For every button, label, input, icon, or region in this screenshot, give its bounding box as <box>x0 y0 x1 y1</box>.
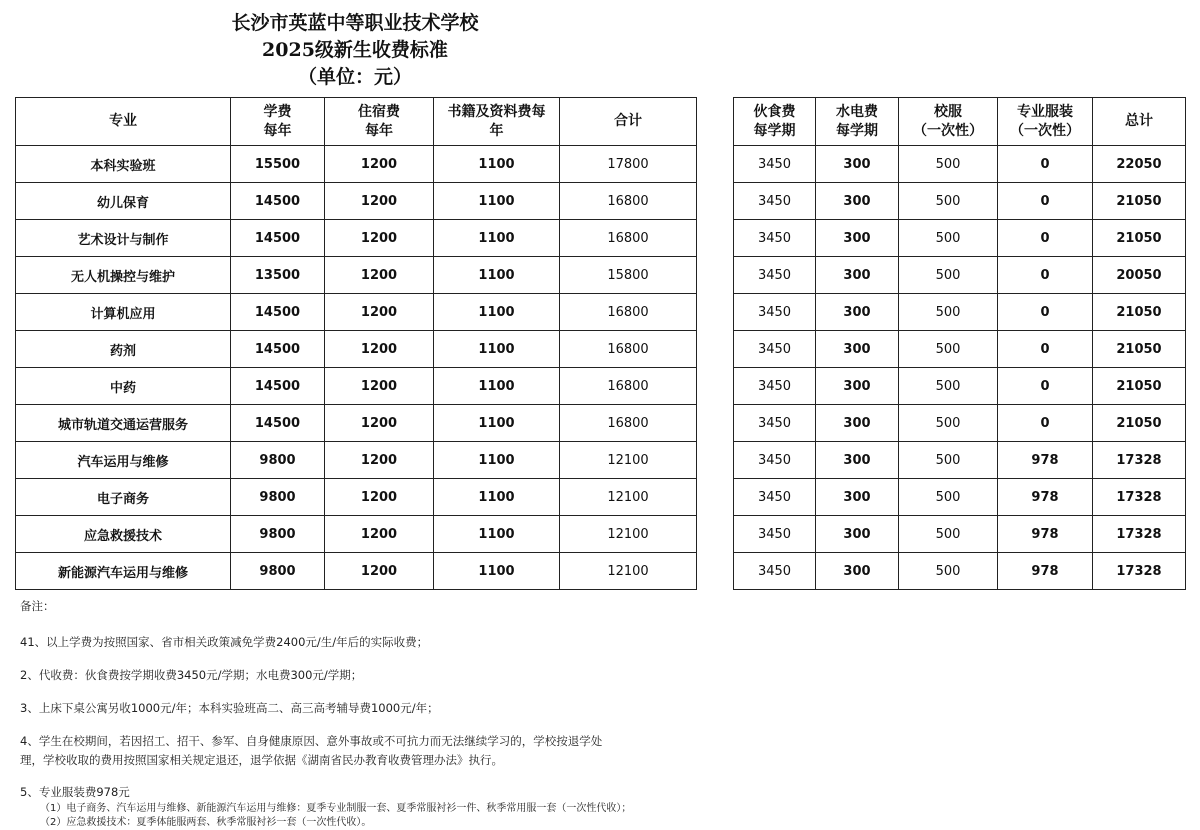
table-row <box>734 368 1186 405</box>
total-cell: 17328 <box>1093 442 1186 479</box>
header-meals: 伙食费 每学期 <box>734 98 816 146</box>
major-cell: 中药 <box>16 368 231 405</box>
meals-cell: 3450 <box>734 220 816 257</box>
header-lodging: 住宿费 每年 <box>325 98 434 146</box>
total-cell: 17328 <box>1093 479 1186 516</box>
subtotal-cell: 16800 <box>560 220 697 257</box>
table-header-row <box>16 98 697 146</box>
tuition-cell: 9800 <box>231 442 325 479</box>
table-row <box>16 331 697 368</box>
uniform-cell: 500 <box>899 220 998 257</box>
books-cell: 1100 <box>434 516 560 553</box>
major-cell: 计算机应用 <box>16 294 231 331</box>
major-cell: 艺术设计与制作 <box>16 220 231 257</box>
table-row <box>16 368 697 405</box>
table-row <box>734 516 1186 553</box>
meals-cell: 3450 <box>734 331 816 368</box>
meals-cell: 3450 <box>734 516 816 553</box>
table-row <box>16 220 697 257</box>
total-cell: 20050 <box>1093 257 1186 294</box>
table-row <box>734 331 1186 368</box>
meals-cell: 3450 <box>734 479 816 516</box>
total-cell: 21050 <box>1093 183 1186 220</box>
books-cell: 1100 <box>434 442 560 479</box>
uniform-cell: 500 <box>899 183 998 220</box>
header-subtotal: 合计 <box>560 98 697 146</box>
pro-uniform-cell: 0 <box>998 220 1093 257</box>
total-cell: 21050 <box>1093 294 1186 331</box>
note-1: 41、以上学费为按照国家、省市相关政策减免学费2400元/生/年后的实际收费； <box>20 635 429 649</box>
pro-uniform-cell: 978 <box>998 553 1093 590</box>
note-3: 3、上床下桌公寓另收1000元/年；本科实验班高二、高三高考辅导费1000元/年； <box>20 701 439 715</box>
major-cell: 新能源汽车运用与维修 <box>16 553 231 590</box>
uniform-cell: 500 <box>899 553 998 590</box>
table-row <box>16 294 697 331</box>
books-cell: 1100 <box>434 257 560 294</box>
fee-standard-title: 2025级新生收费标准 <box>262 39 448 61</box>
total-cell: 22050 <box>1093 146 1186 183</box>
books-cell: 1100 <box>434 405 560 442</box>
notes-label: 备注： <box>20 599 55 613</box>
pro-uniform-cell: 0 <box>998 146 1093 183</box>
note-2: 2、代收费：伙食费按学期收费3450元/学期；水电费300元/学期； <box>20 668 363 682</box>
tuition-cell: 14500 <box>231 294 325 331</box>
books-cell: 1100 <box>434 294 560 331</box>
subtotal-cell: 15800 <box>560 257 697 294</box>
uniform-cell: 500 <box>899 516 998 553</box>
utilities-cell: 300 <box>816 183 899 220</box>
utilities-cell: 300 <box>816 146 899 183</box>
tuition-cell: 13500 <box>231 257 325 294</box>
utilities-cell: 300 <box>816 553 899 590</box>
header-pro-uniform: 专业服装 （一次性） <box>998 98 1093 146</box>
lodging-cell: 1200 <box>325 405 434 442</box>
table-row <box>16 553 697 590</box>
note-4-line-2: 理，学校收取的费用按照国家相关规定退还，退学依据《湖南省民办教育收费管理办法》执行。 <box>20 753 503 767</box>
note-4 <box>20 732 1180 770</box>
uniform-cell: 500 <box>899 442 998 479</box>
table-row <box>16 479 697 516</box>
header-utilities: 水电费 每学期 <box>816 98 899 146</box>
major-cell: 无人机操控与维护 <box>16 257 231 294</box>
header-tuition: 学费 每年 <box>231 98 325 146</box>
table-row <box>734 442 1186 479</box>
table-row <box>16 405 697 442</box>
uniform-cell: 500 <box>899 294 998 331</box>
header-books: 书籍及资料费每 年 <box>434 98 560 146</box>
note-5-item-2: （2）应急救援技术：夏季体能服两套、秋季常服衬衫一套（一次性代收）。 <box>40 817 372 828</box>
major-cell: 药剂 <box>16 331 231 368</box>
table-row <box>734 257 1186 294</box>
table-row <box>734 479 1186 516</box>
major-cell: 应急救援技术 <box>16 516 231 553</box>
table-row <box>734 294 1186 331</box>
tuition-cell: 9800 <box>231 553 325 590</box>
pro-uniform-cell: 0 <box>998 405 1093 442</box>
total-cell: 21050 <box>1093 331 1186 368</box>
meals-cell: 3450 <box>734 183 816 220</box>
school-name: 长沙市英蓝中等职业技术学校 <box>231 12 479 34</box>
pro-uniform-cell: 0 <box>998 183 1093 220</box>
tuition-cell: 9800 <box>231 479 325 516</box>
utilities-cell: 300 <box>816 294 899 331</box>
major-cell: 城市轨道交通运营服务 <box>16 405 231 442</box>
fee-table-left <box>15 97 697 590</box>
total-cell: 21050 <box>1093 405 1186 442</box>
lodging-cell: 1200 <box>325 331 434 368</box>
lodging-cell: 1200 <box>325 294 434 331</box>
header-uniform: 校服 （一次性） <box>899 98 998 146</box>
meals-cell: 3450 <box>734 442 816 479</box>
meals-cell: 3450 <box>734 257 816 294</box>
note-4-line-1: 4、学生在校期间，若因招工、招干、参军、自身健康原因、意外事故或不可抗力而无法继续学习的，学校按退学处 <box>20 734 603 748</box>
uniform-cell: 500 <box>899 368 998 405</box>
utilities-cell: 300 <box>816 257 899 294</box>
table-row <box>16 183 697 220</box>
subtotal-cell: 17800 <box>560 146 697 183</box>
subtotal-cell: 12100 <box>560 479 697 516</box>
lodging-cell: 1200 <box>325 220 434 257</box>
tuition-cell: 15500 <box>231 146 325 183</box>
subtotal-cell: 16800 <box>560 331 697 368</box>
major-cell: 本科实验班 <box>16 146 231 183</box>
tuition-cell: 14500 <box>231 331 325 368</box>
utilities-cell: 300 <box>816 405 899 442</box>
major-cell: 汽车运用与维修 <box>16 442 231 479</box>
uniform-cell: 500 <box>899 405 998 442</box>
meals-cell: 3450 <box>734 553 816 590</box>
unit-label: （单位：元） <box>297 66 412 88</box>
note-5-item-1: （1）电子商务、汽车运用与维修、新能源汽车运用与维修：夏季专业制服一套、夏季常服衬衫一件、秋季常用服一套（一次性代收）； <box>40 803 632 814</box>
meals-cell: 3450 <box>734 368 816 405</box>
meals-cell: 3450 <box>734 405 816 442</box>
header-major: 专业 <box>16 98 231 146</box>
lodging-cell: 1200 <box>325 553 434 590</box>
table-row <box>16 516 697 553</box>
subtotal-cell: 16800 <box>560 183 697 220</box>
lodging-cell: 1200 <box>325 183 434 220</box>
utilities-cell: 300 <box>816 331 899 368</box>
pro-uniform-cell: 0 <box>998 368 1093 405</box>
books-cell: 1100 <box>434 331 560 368</box>
tuition-cell: 9800 <box>231 516 325 553</box>
lodging-cell: 1200 <box>325 479 434 516</box>
uniform-cell: 500 <box>899 146 998 183</box>
table-row <box>16 257 697 294</box>
subtotal-cell: 12100 <box>560 516 697 553</box>
table-row <box>734 553 1186 590</box>
subtotal-cell: 12100 <box>560 553 697 590</box>
table-row <box>734 220 1186 257</box>
table-row <box>734 183 1186 220</box>
total-cell: 21050 <box>1093 220 1186 257</box>
pro-uniform-cell: 978 <box>998 516 1093 553</box>
fee-table-right <box>733 97 1186 590</box>
meals-cell: 3450 <box>734 146 816 183</box>
table-header-row <box>734 98 1186 146</box>
books-cell: 1100 <box>434 220 560 257</box>
document-title <box>190 10 520 91</box>
total-cell: 21050 <box>1093 368 1186 405</box>
subtotal-cell: 12100 <box>560 442 697 479</box>
lodging-cell: 1200 <box>325 516 434 553</box>
lodging-cell: 1200 <box>325 257 434 294</box>
uniform-cell: 500 <box>899 331 998 368</box>
total-cell: 17328 <box>1093 553 1186 590</box>
uniform-cell: 500 <box>899 479 998 516</box>
table-row <box>734 405 1186 442</box>
books-cell: 1100 <box>434 553 560 590</box>
note-5: 5、专业服装费978元 <box>20 785 130 799</box>
tuition-cell: 14500 <box>231 183 325 220</box>
pro-uniform-cell: 0 <box>998 294 1093 331</box>
tuition-cell: 14500 <box>231 368 325 405</box>
subtotal-cell: 16800 <box>560 405 697 442</box>
subtotal-cell: 16800 <box>560 294 697 331</box>
pro-uniform-cell: 0 <box>998 331 1093 368</box>
table-row <box>734 146 1186 183</box>
lodging-cell: 1200 <box>325 368 434 405</box>
subtotal-cell: 16800 <box>560 368 697 405</box>
uniform-cell: 500 <box>899 257 998 294</box>
utilities-cell: 300 <box>816 442 899 479</box>
pro-uniform-cell: 978 <box>998 479 1093 516</box>
books-cell: 1100 <box>434 479 560 516</box>
table-row <box>16 146 697 183</box>
books-cell: 1100 <box>434 146 560 183</box>
books-cell: 1100 <box>434 183 560 220</box>
books-cell: 1100 <box>434 368 560 405</box>
header-total: 总计 <box>1093 98 1186 146</box>
lodging-cell: 1200 <box>325 442 434 479</box>
major-cell: 电子商务 <box>16 479 231 516</box>
table-row <box>16 442 697 479</box>
lodging-cell: 1200 <box>325 146 434 183</box>
pro-uniform-cell: 978 <box>998 442 1093 479</box>
utilities-cell: 300 <box>816 479 899 516</box>
tuition-cell: 14500 <box>231 405 325 442</box>
utilities-cell: 300 <box>816 220 899 257</box>
total-cell: 17328 <box>1093 516 1186 553</box>
pro-uniform-cell: 0 <box>998 257 1093 294</box>
tuition-cell: 14500 <box>231 220 325 257</box>
meals-cell: 3450 <box>734 294 816 331</box>
utilities-cell: 300 <box>816 516 899 553</box>
utilities-cell: 300 <box>816 368 899 405</box>
major-cell: 幼儿保育 <box>16 183 231 220</box>
notes-section <box>20 598 1180 830</box>
